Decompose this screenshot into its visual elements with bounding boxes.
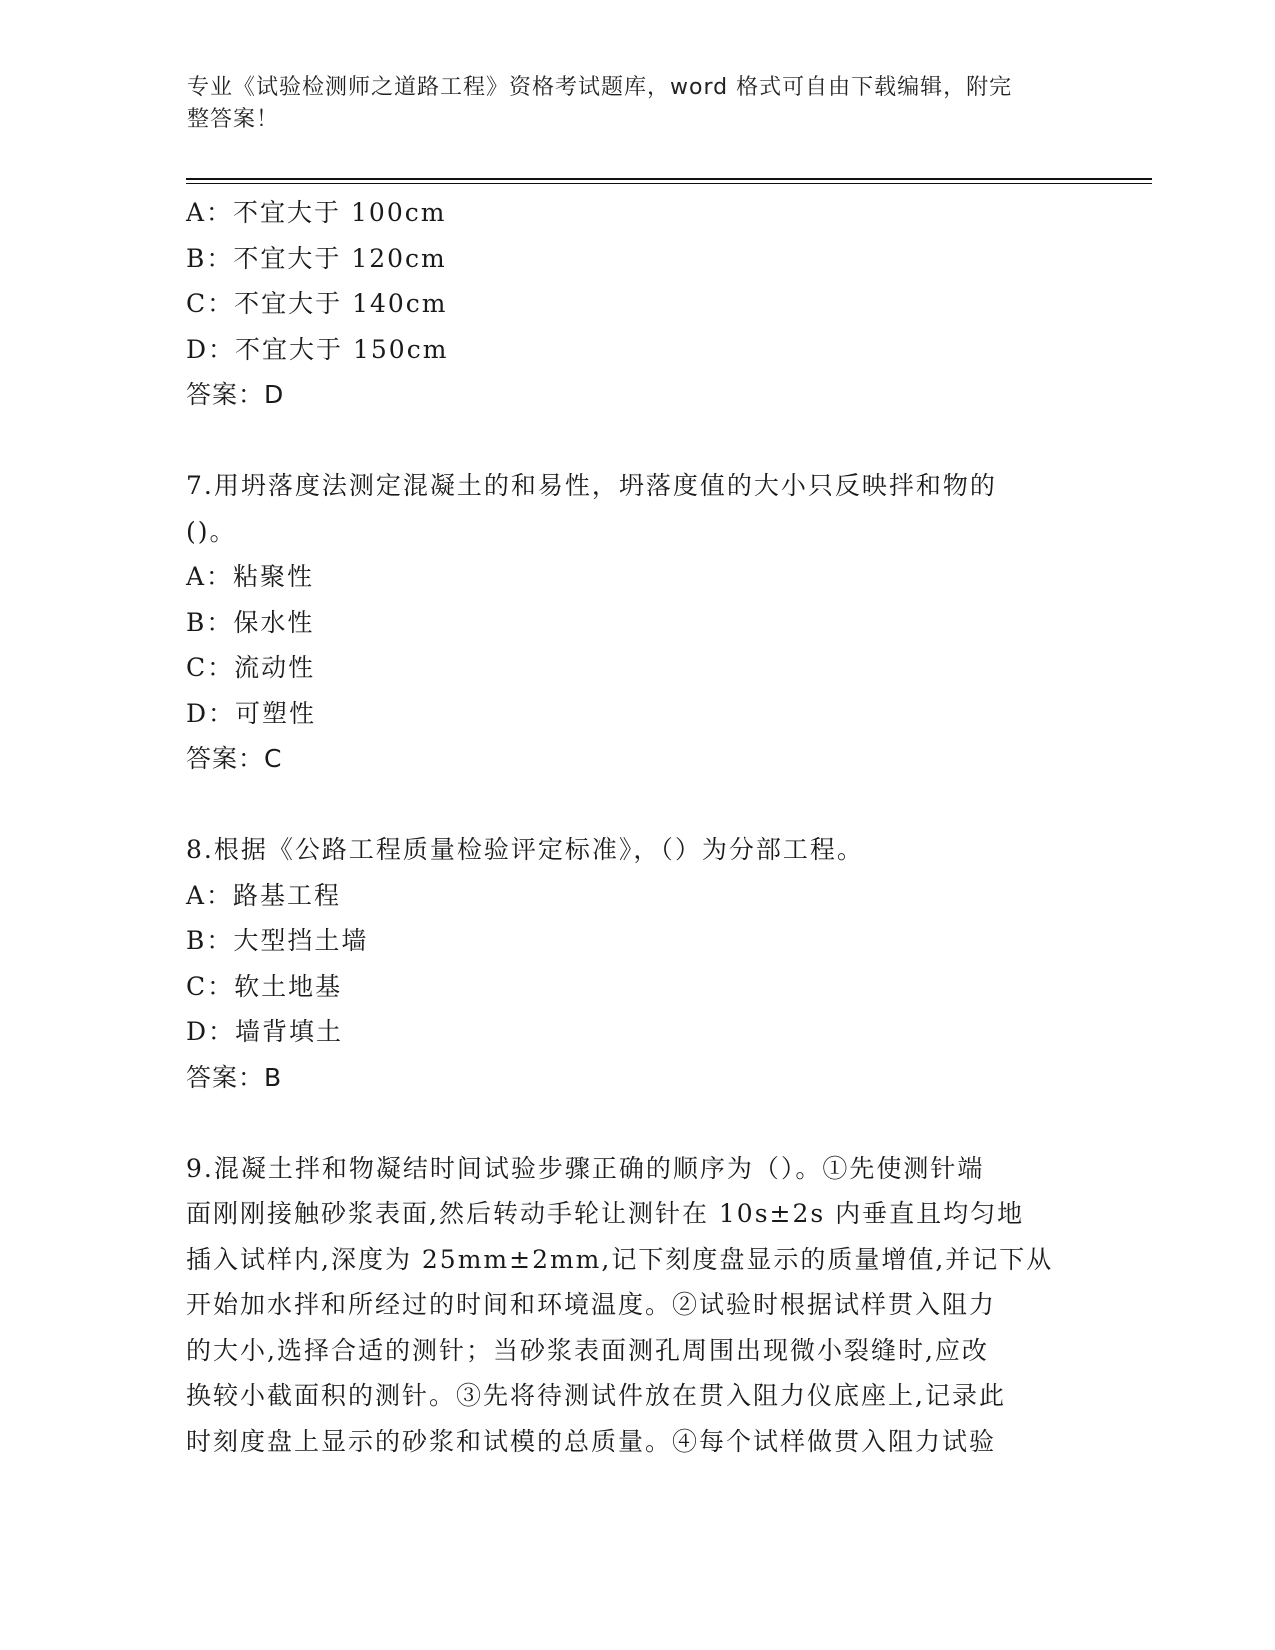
- answer: 答案：D: [186, 380, 285, 409]
- header-rule-thick: [186, 178, 1152, 180]
- option-d: D：不宜大于 150cm: [186, 334, 449, 364]
- question-stem-line: 开始加水拌和所经过的时间和环境温度。②试验时根据试样贯入阻力: [186, 1290, 997, 1319]
- question-stem-line: 插入试样内,深度为 25mm±2mm,记下刻度盘显示的质量增值,并记下从: [186, 1244, 1054, 1274]
- document-body: [186, 190, 1076, 1464]
- option-a: A：不宜大于 100cm: [186, 198, 447, 227]
- question-stem-line: 换较小截面积的测针。③先将待测试件放在贯入阻力仪底座上,记录此: [186, 1381, 1006, 1410]
- question-stem-line: 8.根据《公路工程质量检验评定标准》，（）为分部工程。: [186, 835, 864, 864]
- question-9: [186, 1146, 1076, 1465]
- option-d: D：可塑性: [186, 698, 317, 728]
- question-stem-line: 9.混凝土拌和物凝结时间试验步骤正确的顺序为（）。①先使测针端: [186, 1153, 985, 1183]
- option-a: A：粘聚性: [186, 562, 315, 591]
- header-rule-thin: [186, 183, 1152, 184]
- question-6: [186, 190, 1076, 418]
- header-line-1: 专业《试验检测师之道路工程》资格考试题库，word 格式可自由下载编辑，附完: [187, 75, 1013, 100]
- spacer: [186, 418, 1076, 464]
- answer: 答案：B: [186, 1062, 283, 1092]
- option-a: A：路基工程: [186, 880, 342, 910]
- answer: 答案：C: [186, 744, 283, 773]
- spacer: [186, 1100, 1076, 1146]
- option-c: C：软土地基: [186, 971, 343, 1001]
- option-c: C：不宜大于 140cm: [186, 289, 448, 318]
- question-stem-line: 面刚刚接触砂浆表面,然后转动手轮让测针在 10s±2s 内垂直且均匀地: [186, 1199, 1025, 1228]
- question-stem-line: 的大小,选择合适的测针；当砂浆表面测孔周围出现微小裂缝时,应改: [186, 1335, 989, 1365]
- question-stem-line: 7.用坍落度法测定混凝土的和易性，坍落度值的大小只反映拌和物的: [186, 471, 997, 500]
- spacer: [186, 782, 1076, 828]
- option-d: D：墙背填土: [186, 1017, 344, 1046]
- question-stem-line: ()。: [186, 516, 237, 546]
- option-c: C：流动性: [186, 653, 316, 682]
- page-header: [187, 72, 1067, 136]
- question-8: [186, 827, 1076, 1100]
- option-b: B：保水性: [186, 607, 315, 637]
- header-line-2: 整答案！: [187, 107, 280, 132]
- question-stem-line: 时刻度盘上显示的砂浆和试模的总质量。④每个试样做贯入阻力试验: [186, 1426, 997, 1456]
- question-7: [186, 463, 1076, 782]
- option-b: B：大型挡土墙: [186, 926, 369, 955]
- option-b: B：不宜大于 120cm: [186, 243, 447, 273]
